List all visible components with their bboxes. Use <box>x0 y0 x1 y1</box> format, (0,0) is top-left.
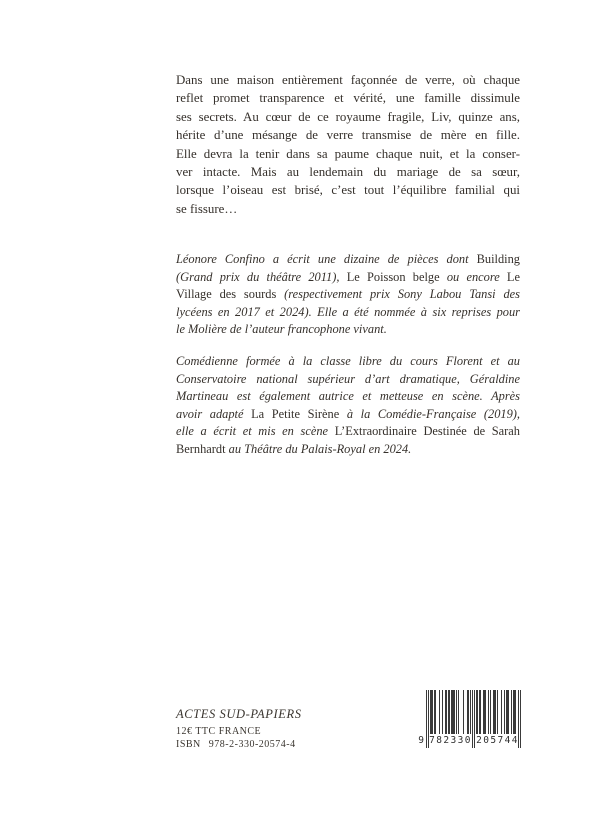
text-segment: lycéens en 2017 et 2024). Elle a été nommée à six reprises pour <box>176 304 520 319</box>
text-segment: Le Poisson belge <box>346 269 447 284</box>
barcode-digit-group2: 205744 <box>476 735 519 746</box>
barcode-digit-prefix: 9 <box>418 735 424 746</box>
text-line <box>176 353 520 371</box>
text-segment: La Petite Sirène <box>251 406 347 421</box>
price-label: 12€ TTC FRANCE <box>176 726 262 737</box>
text-line <box>176 371 520 389</box>
text-segment: elle a écrit et mis en scène <box>176 424 335 439</box>
text-segment: L’Extraordinaire Destinée de Sarah <box>334 424 520 439</box>
text-line <box>176 423 520 441</box>
text-segment: Building <box>476 252 520 266</box>
text-segment: le Molière de l’auteur francophone vivant. <box>176 322 387 337</box>
isbn-number: 978-2-330-20574-4 <box>208 739 296 750</box>
publisher-imprint: ACTES SUD-PAPIERS <box>176 707 302 721</box>
text-segment: hérite d’une mésange de verre transmise de mère en fille. <box>176 128 520 143</box>
text-segment: à la Comédie-Française (2019), <box>346 406 521 421</box>
text-segment: se fissure… <box>176 201 238 216</box>
text-segment: Le <box>506 269 520 284</box>
isbn-line <box>176 739 296 750</box>
text-segment: Comédienne formée à la classe libre du cours Florent et au <box>176 354 520 368</box>
text-line <box>176 89 520 107</box>
text-line <box>176 269 520 287</box>
text-line <box>176 304 520 322</box>
text-line <box>176 388 520 406</box>
ean13-barcode <box>412 690 524 754</box>
bio-geraldine-paragraph <box>176 353 520 459</box>
text-segment: lorsque l’oiseau est brisé, c’est tout l’équilibre familial qui <box>176 183 520 198</box>
barcode-digit-group1: 782330 <box>429 735 472 746</box>
text-segment: Bernhardt <box>176 441 229 456</box>
text-segment: Conservatoire national supérieur d’art dramatique, Géraldine <box>176 371 520 386</box>
text-segment: (Grand prix du théâtre 2011), <box>176 269 347 284</box>
text-line <box>176 286 520 304</box>
text-segment: ou encore <box>446 269 507 284</box>
text-segment: Dans une maison entièrement façonnée de verre, où chaque <box>176 73 520 87</box>
text-line <box>176 108 520 126</box>
text-line <box>176 126 520 144</box>
text-line <box>176 200 520 218</box>
text-line <box>176 441 520 459</box>
text-line <box>176 163 520 181</box>
text-segment: au Théâtre du Palais-Royal en 2024. <box>228 441 412 456</box>
text-segment: Elle devra la tenir dans sa paume chaque nuit, et la conser- <box>176 146 520 161</box>
text-line <box>176 181 520 199</box>
text-segment: avoir adapté <box>176 406 252 421</box>
text-segment: Village des sourds <box>176 287 285 302</box>
text-segment: Martineau est également autrice et metteuse en scène. Après <box>176 389 520 404</box>
text-segment: (respectivement prix Sony Labou Tansi des <box>284 287 520 302</box>
bio-leonore-paragraph <box>176 251 520 339</box>
text-segment: ver intacte. Mais au lendemain du mariage de sa sœur, <box>176 165 520 180</box>
synopsis-paragraph <box>176 71 520 218</box>
text-line <box>176 145 520 163</box>
text-segment: reflet promet transparence et vérité, une famille dissimule <box>176 91 520 106</box>
text-line <box>176 251 520 269</box>
text-line <box>176 406 520 424</box>
isbn-label: ISBN <box>176 739 201 750</box>
text-segment: Léonore Confino a écrit une dizaine de pièces dont <box>176 252 477 266</box>
text-line <box>176 71 520 89</box>
text-segment: ses secrets. Au cœur de ce royaume fragile, Liv, quinze ans, <box>176 109 520 124</box>
text-line <box>176 321 520 339</box>
